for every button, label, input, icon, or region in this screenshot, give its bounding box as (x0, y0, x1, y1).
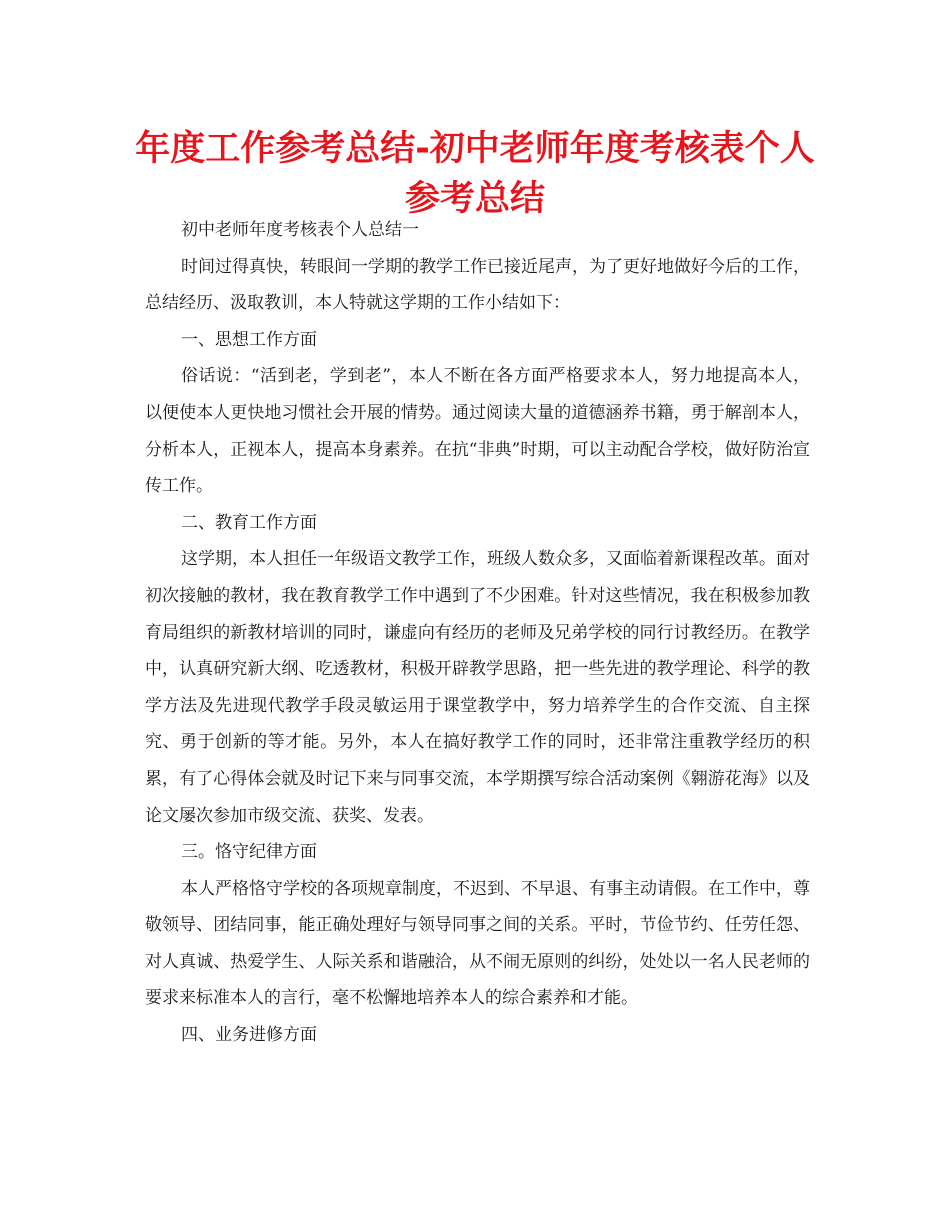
section-heading-study: 四、业务进修方面 (181, 1025, 317, 1046)
section-heading-discipline: 三。恪守纪律方面 (181, 842, 317, 863)
paragraph-ideology: 俗话说：“活到老，学到老”，本人不断在各方面严格要求本人，努力地提高本人，以便使本人更快地习惯社会开展的情势。通过阅读大量的道德涵养书籍，勇于解剖本人，分析本人，正视本人，提高本身素养。在抗“非典”时期，可以主动配合学校，做好防治宣传工作。 (145, 366, 810, 497)
section-heading-education: 二、教育工作方面 (181, 512, 317, 533)
paragraph-intro: 时间过得真快，转眼间一学期的教学工作已接近尾声，为了更好地做好今后的工作，总结经历、汲取教训，本人特就这学期的工作小结如下： (145, 256, 810, 314)
paragraph-discipline: 本人严格恪守学校的各项规章制度，不迟到、不早退、有事主动请假。在工作中，尊敬领导、团结同事，能正确处理好与领导同事之间的关系。平时，节俭节约、任劳任怨、对人真诚、热爱学生、人际关系和谐融洽，从不闹无原则的纠纷，处处以一名人民老师的要求来标准本人的言行，毫不松懈地培养本人的综合素养和才能。 (145, 878, 810, 1009)
paragraph-subtitle: 初中老师年度考核表个人总结一 (181, 220, 419, 240)
section-heading-ideology: 一、思想工作方面 (181, 329, 317, 350)
document-body (145, 212, 810, 1054)
document-title: 年度工作参考总结-初中老师年度考核表个人参考总结 (135, 129, 815, 219)
paragraph-education: 这学期，本人担任一年级语文教学工作，班级人数众多，又面临着新课程改革。面对初次接触的教材，我在教育教学工作中遇到了不少困难。针对这些情况，我在积极参加教育局组织的新教材培训的同时，谦虚向有经历的老师及兄弟学校的同行讨教经历。在教学中，认真研究新大纲、吃透教材，积极开辟教学思路，把一些先进的教学理论、科学的教学方法及先进现代教学手段灵敏运用于课堂教学中，努力培养学生的合作交流、自主探究、勇于创新的等才能。另外，本人在搞好教学工作的同时，还非常注重教学经历的积累，有了心得体会就及时记下来与同事交流，本学期撰写综合活动案例《翱游花海》以及论文屡次参加市级交流、获奖、发表。 (145, 549, 810, 826)
